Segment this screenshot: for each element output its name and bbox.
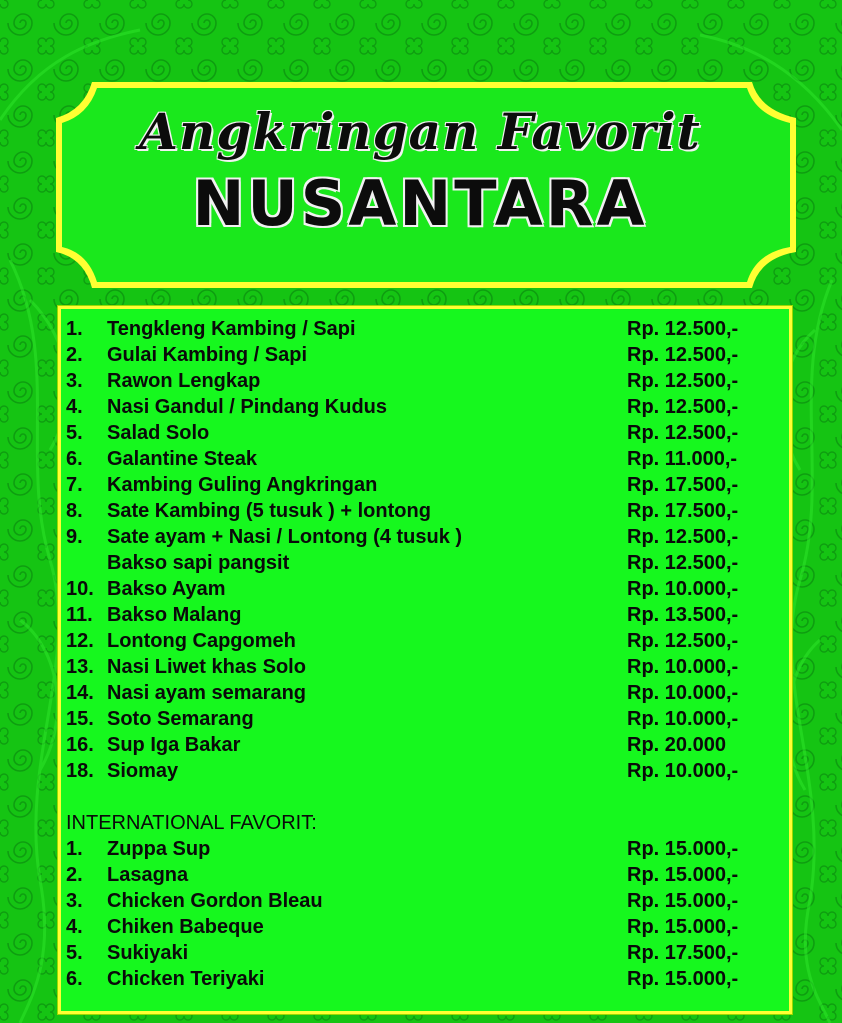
menu-item-price: Rp. 15.000,-	[627, 890, 739, 912]
menu-item-name: Chicken Gordon Bleau	[107, 890, 323, 912]
menu-item	[66, 706, 766, 732]
menu-item-number: 4.	[66, 396, 83, 418]
menu-item-name: Galantine Steak	[107, 448, 258, 470]
menu-item	[66, 732, 766, 758]
menu-item-name: Lasagna	[107, 864, 189, 886]
menu-item-number: 18.	[66, 760, 94, 782]
menu-item-name: Nasi Liwet khas Solo	[107, 656, 306, 678]
menu-item-number: 9.	[66, 526, 83, 548]
menu-item-number: 11.	[66, 604, 93, 626]
menu-item-number: 15.	[66, 708, 94, 730]
menu-item-number: 1.	[66, 318, 83, 340]
menu-item-price: Rp. 20.000	[627, 734, 726, 756]
menu-item-number: 8.	[66, 500, 83, 522]
menu-item-price: Rp. 15.000,-	[627, 968, 739, 990]
menu-item-price: Rp. 13.500,-	[627, 604, 739, 626]
menu-item-price: Rp. 11.000,-	[627, 448, 738, 470]
menu-item-number: 10.	[66, 578, 94, 600]
menu-item-number: 4.	[66, 916, 83, 938]
menu-item-number: 1.	[66, 838, 83, 860]
menu-item-price: Rp. 17.500,-	[627, 474, 739, 496]
menu-item-name: Zuppa Sup	[107, 838, 211, 860]
menu-item-price: Rp. 10.000,-	[627, 656, 739, 678]
menu-item-price: Rp. 15.000,-	[627, 864, 739, 886]
menu-item-number: 5.	[66, 422, 83, 444]
menu-item-name: Sate ayam + Nasi / Lontong (4 tusuk )	[107, 526, 463, 548]
menu-item-name: Nasi ayam semarang	[107, 682, 307, 704]
menu-item-number: 6.	[66, 448, 83, 470]
section-spacer	[66, 784, 766, 810]
menu-item-name: Soto Semarang	[107, 708, 254, 730]
menu-item-number: 16.	[66, 734, 94, 756]
menu-item	[66, 914, 766, 940]
menu-item	[66, 498, 766, 524]
menu-item-number: 12.	[66, 630, 94, 652]
menu-item-price: Rp. 12.500,-	[627, 370, 739, 392]
menu-item-price: Rp. 15.000,-	[627, 916, 739, 938]
menu-item-number: 3.	[66, 890, 83, 912]
menu-item-number: 5.	[66, 942, 83, 964]
header-main-title: NUSANTARA	[192, 167, 648, 240]
menu-item	[66, 966, 766, 992]
menu-item-number: 14.	[66, 682, 94, 704]
menu-list	[66, 316, 766, 992]
menu-item-price: Rp. 17.500,-	[627, 942, 739, 964]
menu-item	[66, 654, 766, 680]
menu-item-name: Tengkleng Kambing / Sapi	[107, 318, 356, 340]
menu-item-price: Rp. 12.500,-	[627, 552, 739, 574]
menu-item-name: Nasi Gandul / Pindang Kudus	[107, 396, 388, 418]
menu-item-name: Bakso Ayam	[107, 578, 226, 600]
menu-item-price: Rp. 12.500,-	[627, 344, 739, 366]
menu-item-price: Rp. 10.000,-	[627, 578, 739, 600]
menu-item-name: Lontong Capgomeh	[107, 630, 296, 652]
menu-item	[66, 602, 766, 628]
header-script-title: Angkringan Favorit	[139, 102, 701, 161]
menu-item	[66, 316, 766, 342]
menu-item	[66, 550, 766, 576]
menu-item-name: Salad Solo	[107, 422, 210, 444]
menu-item-name: Sukiyaki	[107, 942, 189, 964]
menu-item-name: Chiken Babeque	[107, 916, 264, 938]
menu-item	[66, 888, 766, 914]
menu-item	[66, 862, 766, 888]
menu-item-price: Rp. 10.000,-	[627, 682, 739, 704]
menu-item	[66, 420, 766, 446]
menu-item-name: Sup Iga Bakar	[107, 734, 241, 756]
menu-item-name: Kambing Guling Angkringan	[107, 474, 378, 496]
menu-item-price: Rp. 12.500,-	[627, 422, 739, 444]
menu-item	[66, 836, 766, 862]
menu-item-price: Rp. 12.500,-	[627, 630, 739, 652]
menu-item	[66, 680, 766, 706]
menu-item-number: 13.	[66, 656, 94, 678]
international-section-title: INTERNATIONAL FAVORIT:	[66, 812, 317, 834]
menu-item	[66, 472, 766, 498]
menu-item-price: Rp. 12.500,-	[627, 526, 739, 548]
menu-item	[66, 368, 766, 394]
menu-item-name: Gulai Kambing / Sapi	[107, 344, 308, 366]
menu-item-price: Rp. 17.500,-	[627, 500, 739, 522]
menu-item-name: Siomay	[107, 760, 179, 782]
menu-item-number: 7.	[66, 474, 83, 496]
menu-item	[66, 576, 766, 602]
menu-item-number: 3.	[66, 370, 83, 392]
menu-item	[66, 758, 766, 784]
menu-item-number: 2.	[66, 344, 83, 366]
menu-item	[66, 394, 766, 420]
menu-item-name: Sate Kambing (5 tusuk ) + lontong	[107, 500, 431, 522]
menu-item-price: Rp. 10.000,-	[627, 760, 739, 782]
menu-item-number: 2.	[66, 864, 83, 886]
menu-item-price: Rp. 15.000,-	[627, 838, 739, 860]
menu-item-name: Bakso Malang	[107, 604, 242, 626]
menu-item-price: Rp. 12.500,-	[627, 318, 739, 340]
menu-item-number: 6.	[66, 968, 83, 990]
menu-item-price: Rp. 10.000,-	[627, 708, 739, 730]
menu-item	[66, 628, 766, 654]
menu-item-name: Chicken Teriyaki	[107, 968, 265, 990]
menu-item-name: Rawon Lengkap	[107, 370, 261, 392]
menu-item	[66, 342, 766, 368]
menu-item	[66, 940, 766, 966]
menu-item	[66, 524, 766, 550]
menu-item	[66, 446, 766, 472]
menu-item-price: Rp. 12.500,-	[627, 396, 739, 418]
menu-item-name: Bakso sapi pangsit	[107, 552, 290, 574]
